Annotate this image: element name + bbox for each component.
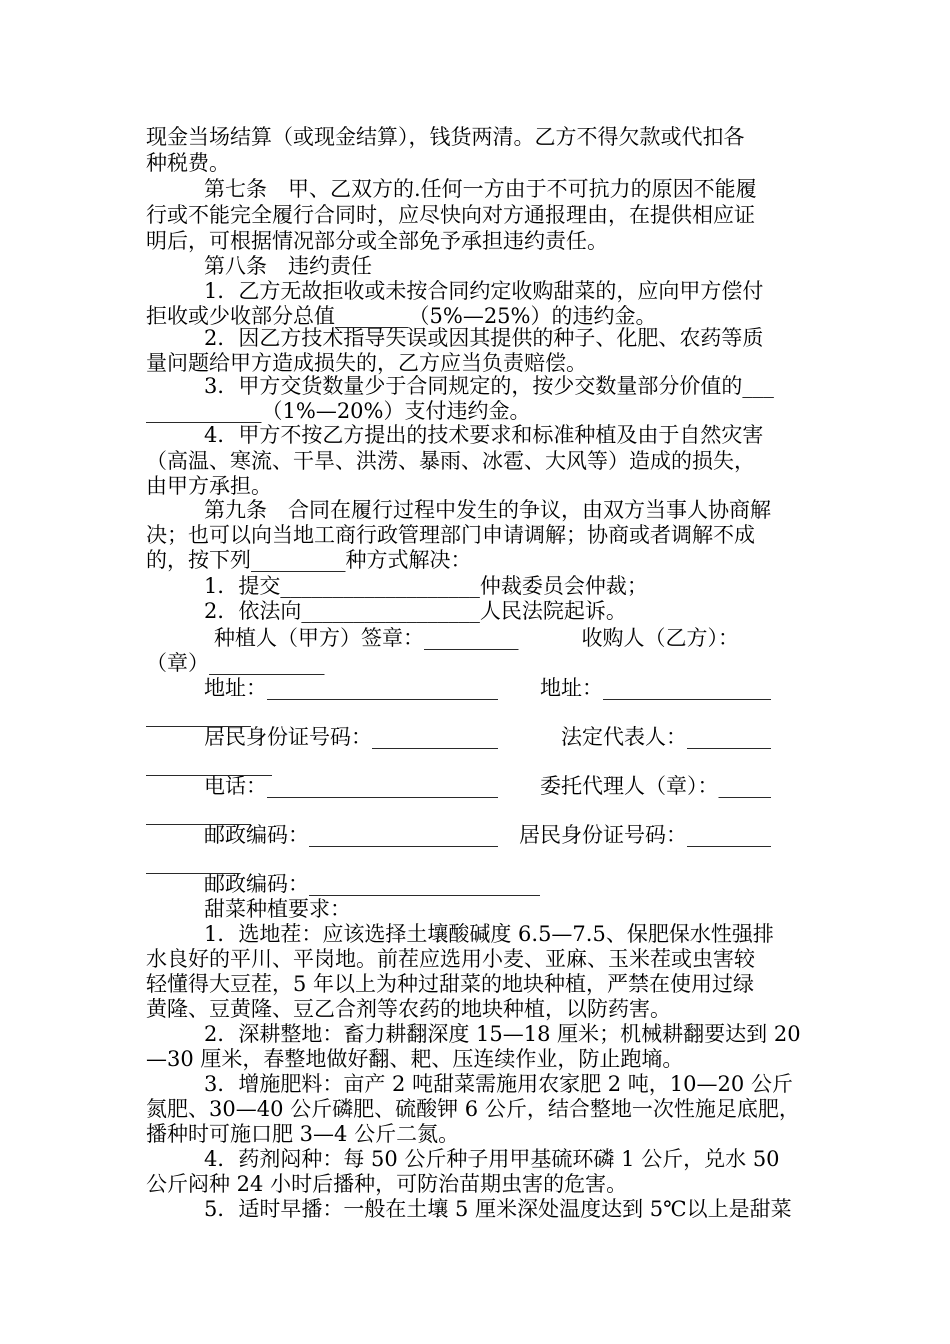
signature-line: 种植人（甲方）签章：_________ 收购人（乙方）： [214, 626, 739, 650]
text-line: 明后，可根据情况部分或全部免予承担违约责任。 [146, 229, 608, 253]
text-line: 1．选地茬：应该选择土壤酸碱度 6.5—7.5、保肥保水性强排 [204, 922, 774, 946]
phone-line: 电话：______________________ 委托代理人（章）：_____ [204, 774, 771, 798]
text-line: 种税费。 [146, 151, 230, 175]
text-line: 决；也可以向当地工商行政管理部门申请调解；协商或者调解不成 [146, 523, 755, 547]
text-line: __________ [146, 801, 251, 825]
article-9-heading: 第九条 合同在履行过程中发生的争议，由双方当事人协商解 [204, 498, 771, 522]
text-line: 水良好的平川、平岗地。前茬应选用小麦、亚麻、玉米茬或虫害较 [146, 947, 755, 971]
article-8-heading: 第八条 违约责任 [204, 254, 372, 278]
text-line: 现金当场结算（或现金结算），钱货两清。乙方不得欠款或代扣各 [146, 125, 745, 149]
article-7-heading: 第七条 甲、乙双方的.任何一方由于不可抗力的原因不能履 [204, 177, 757, 201]
text-line: __________ [146, 703, 251, 727]
text-line: 氮肥、30—40 公斤磷肥、硫酸钾 6 公斤，结合整地一次性施足底肥， [146, 1097, 800, 1121]
text-line: 由甲方承担。 [146, 474, 272, 498]
text-line: 4．药剂闷种：每 50 公斤种子用甲基硫环磷 1 公斤，兑水 50 [204, 1147, 780, 1171]
text-line: 5．适时早播：一般在土壤 5 厘米深处温度达到 5℃以上是甜菜 [204, 1197, 792, 1221]
text-line: 2．深耕整地：畜力耕翻深度 15—18 厘米；机械耕翻要达到 20 [204, 1022, 801, 1046]
section-heading: 甜菜种植要求： [204, 897, 351, 921]
text-line: 轻懂得大豆茬，5 年以上为种过甜菜的地块种植，严禁在使用过绿 [146, 972, 755, 996]
text-line: 播种时可施口肥 3—4 公斤二氮。 [146, 1122, 460, 1146]
text-line: 2．依法向_________________人民法院起诉。 [204, 599, 627, 623]
text-line: 1．提交___________________仲裁委员会仲裁； [204, 574, 648, 598]
text-line: 行或不能完全履行合同时，应尽快向对方通报理由，在提供相应证 [146, 203, 755, 227]
text-line: 量问题给甲方造成损失的，乙方应当负责赔偿。 [146, 351, 587, 375]
text-line: 3．增施肥料：亩产 2 吨甜菜需施用农家肥 2 吨，10—20 公斤 [204, 1072, 793, 1096]
text-line: _________ [146, 850, 241, 874]
text-line: 拒收或少收部分总值_______（5%—25%）的违约金。 [146, 304, 657, 328]
address-line: 地址：______________________ 地址：________________ [204, 676, 771, 700]
text-line: 的，按下列_________种方式解决： [146, 548, 472, 572]
text-line: 公斤闷种 24 小时后播种，可防治苗期虫害的危害。 [146, 1172, 628, 1196]
text-line: —30 厘米，春整地做好翻、耙、压连续作业，防止跑墒。 [146, 1047, 684, 1071]
text-line: （高温、寒流、干旱、洪涝、暴雨、冰雹、大风等）造成的损失， [146, 449, 755, 473]
text-line: 3．甲方交货数量少于合同规定的，按少交数量部分价值的___ [204, 374, 774, 398]
text-line: （章）___________ [146, 651, 325, 675]
text-line: 1．乙方无故拒收或未按合同约定收购甜菜的，应向甲方偿付 [204, 279, 764, 303]
postal-code-line: 邮政编码：______________________ [204, 872, 540, 896]
text-line: 2．因乙方技术指导失误或因其提供的种子、化肥、农药等质 [204, 326, 764, 350]
text-line: 4．甲方不按乙方提出的技术要求和标准种植及由于自然灾害 [204, 423, 764, 447]
text-line: ____________ [146, 752, 272, 776]
id-number-line: 居民身份证号码：____________ 法定代表人：________ [204, 725, 771, 749]
text-line: ___________（1%—20%）支付违约金。 [146, 399, 531, 423]
text-line: 黄隆、豆黄隆、豆乙合剂等农药的地块种植，以防药害。 [146, 997, 671, 1021]
postal-code-line: 邮政编码：__________________ 居民身份证号码：________ [204, 823, 771, 847]
